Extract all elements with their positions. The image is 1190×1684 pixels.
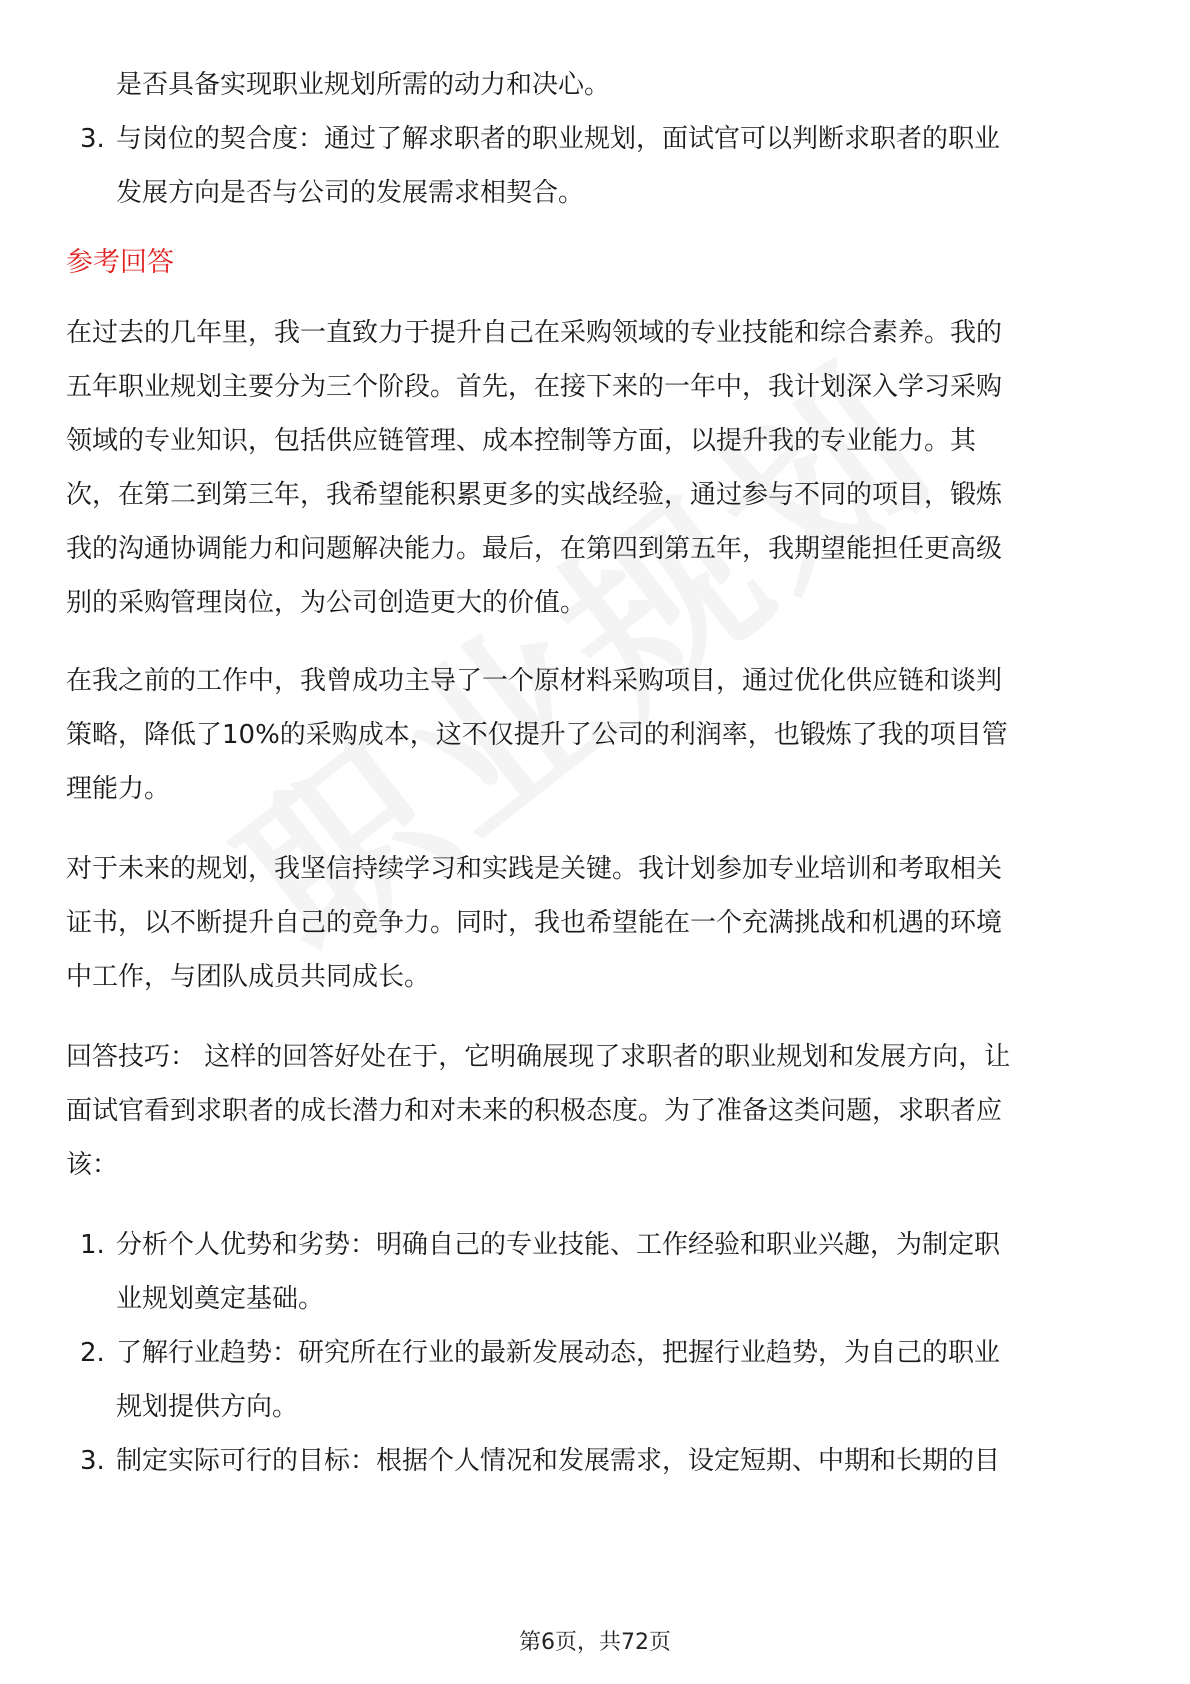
paragraph-4-line: 回答技巧： 这样的回答好处在于，它明确展现了求职者的职业规划和发展方向，让 bbox=[66, 1042, 1011, 1072]
paragraph-4-line: 面试官看到求职者的成长潜力和对未来的积极态度。为了准备这类问题，求职者应 bbox=[66, 1096, 1003, 1126]
page-footer: 第6页，共72页 bbox=[519, 1630, 671, 1655]
paragraph-1-line: 别的采购管理岗位，为公司创造更大的价值。 bbox=[66, 588, 587, 618]
paragraph-3-line: 证书，以不断提升自己的竞争力。同时，我也希望能在一个充满挑战和机遇的环境 bbox=[66, 908, 1003, 938]
tip-item-1-line-1: 分析个人优势和劣势：明确自己的专业技能、工作经验和职业兴趣，为制定职 bbox=[116, 1230, 1001, 1260]
paragraph-1-line: 我的沟通协调能力和问题解决能力。最后，在第四到第五年，我期望能担任更高级 bbox=[66, 534, 1003, 564]
paragraph-3-line: 对于未来的规划，我坚信持续学习和实践是关键。我计划参加专业培训和考取相关 bbox=[66, 854, 1003, 884]
list-item-3-line-1: 与岗位的契合度：通过了解求职者的职业规划，面试官可以判断求职者的职业 bbox=[116, 124, 1001, 154]
paragraph-2-line: 在我之前的工作中，我曾成功主导了一个原材料采购项目，通过优化供应链和谈判 bbox=[66, 666, 1003, 696]
paragraph-4-line: 该： bbox=[66, 1150, 119, 1180]
tip-item-2-line-2: 规划提供方向。 bbox=[116, 1392, 299, 1422]
list-item-2-continuation: 是否具备实现职业规划所需的动力和决心。 bbox=[116, 70, 611, 100]
list-item-3-line-2: 发展方向是否与公司的发展需求相契合。 bbox=[116, 178, 585, 208]
tip-item-3-number: 3. bbox=[80, 1446, 105, 1476]
paragraph-1-line: 五年职业规划主要分为三个阶段。首先，在接下来的一年中，我计划深入学习采购 bbox=[66, 372, 1003, 402]
tip-item-1-line-2: 业规划奠定基础。 bbox=[116, 1284, 325, 1314]
section-heading: 参考回答 bbox=[66, 247, 174, 278]
paragraph-2-line: 理能力。 bbox=[66, 774, 171, 804]
list-item-3-number: 3. bbox=[80, 124, 105, 154]
paragraph-1-line: 领域的专业知识，包括供应链管理、成本控制等方面，以提升我的专业能力。其 bbox=[66, 426, 977, 456]
tip-item-2-line-1: 了解行业趋势：研究所在行业的最新发展动态，把握行业趋势，为自己的职业 bbox=[116, 1338, 1001, 1368]
tip-item-3-line-1: 制定实际可行的目标：根据个人情况和发展需求，设定短期、中期和长期的目 bbox=[116, 1446, 1001, 1476]
paragraph-1-line: 次，在第二到第三年，我希望能积累更多的实战经验，通过参与不同的项目，锻炼 bbox=[66, 480, 1003, 510]
paragraph-3-line: 中工作，与团队成员共同成长。 bbox=[66, 962, 431, 992]
paragraph-1-line: 在过去的几年里，我一直致力于提升自己在采购领域的专业技能和综合素养。我的 bbox=[66, 318, 1003, 348]
tip-item-2-number: 2. bbox=[80, 1338, 105, 1368]
tip-item-1-number: 1. bbox=[80, 1230, 105, 1260]
paragraph-2-line: 策略，降低了10%的采购成本，这不仅提升了公司的利润率，也锻炼了我的项目管 bbox=[66, 720, 1008, 750]
